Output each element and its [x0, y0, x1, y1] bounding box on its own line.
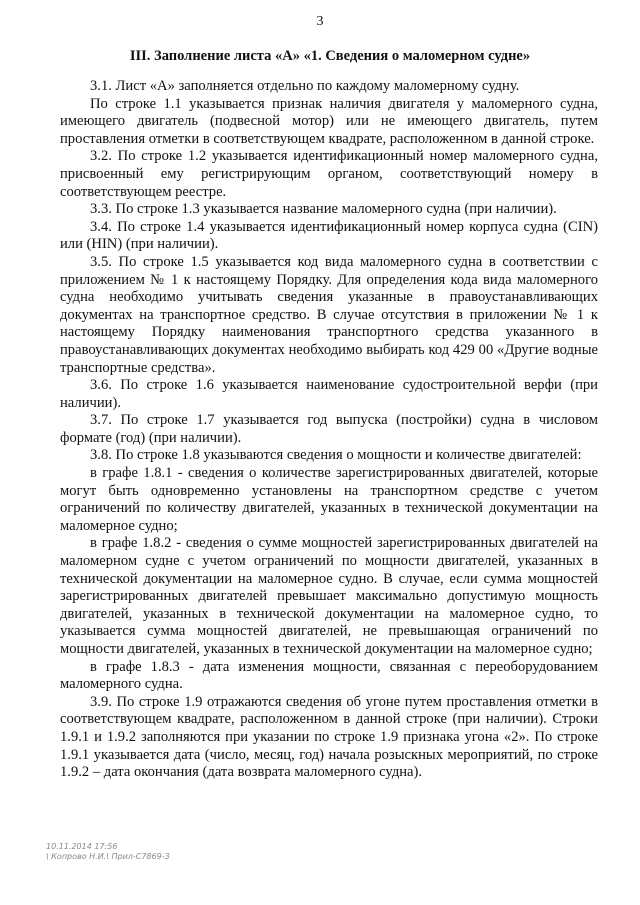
- paragraph-3-1: 3.1. Лист «А» заполняется отдельно по каждому маломерному судну.: [90, 78, 520, 94]
- page-number: 3: [316, 14, 324, 29]
- section-title: III. Заполнение листа «А» «1. Сведения о маломерном судне»: [129, 48, 531, 64]
- paragraph-3-7: 3.7. По строке 1.7 указывается год выпуска (постройки) судна в числовом формате (год) (при наличии).: [60, 412, 598, 446]
- paragraph-3-9: 3.9. По строке 1.9 отражаются сведения об угоне путем проставления отметки в соответствующем квадрате, расположенном в данной строке (при наличии). Строки 1.9.1 и 1.9.2 заполняются при указании по строке 1.9 признака угона «2». По строке 1.9.1 указывается дата (число, месяц, год) начала розыскных мероприятий, по строке 1.9.2 – дата окончания (дата возврата маломерного судна).: [60, 693, 598, 781]
- paragraph-3-4: 3.4. По строке 1.4 указывается идентификационный номер корпуса судна (CIN) или (HIN) (при наличии).: [60, 218, 598, 253]
- paragraph-3-5: 3.5. По строке 1.5 указывается код вида маломерного судна в соответствии с приложением № 1 к настоящему Порядку. Для определения кода вида маломерного судна необходимо учитывать сведения указанные в правоустанавливающих документах на транспортное средство. В случае отсутствия в приложении № 1 к настоящему Порядку наименования транспортного средства указанного в правоустанавливающих документах необходимо выбирать код 429 00 «Другие водные транспортные средства».: [60, 253, 598, 376]
- footer-file-reference: \ Копрово Н.И.\ Прил-С7869-3: [46, 852, 170, 861]
- paragraph-column-1-8-3: в графе 1.8.3 - дата изменения мощности, связанная с переоборудованием маломерного судна.: [60, 658, 598, 693]
- paragraph-line-1-1: По строке 1.1 указывается признак наличия двигателя у маломерного судна, имеющего двигатель (подвесной мотор) или не имеющего двигатель, путем проставления отметки в соответствующем квадрате, расположенном в данной строке.: [60, 95, 598, 147]
- paragraph-3-2: 3.2. По строке 1.2 указывается идентификационный номер маломерного судна, присвоенный ему регистрирующим органом, соответствующий номеру в соответствующем реестре.: [60, 148, 598, 200]
- paragraph-3-3: 3.3. По строке 1.3 указывается название маломерного судна (при наличии).: [90, 201, 557, 218]
- paragraph-column-1-8-1: в графе 1.8.1 - сведения о количестве зарегистрированных двигателей, которые могут быть одновременно установлены на транспортном средстве с учетом ограничений по количеству двигателей, указанных в технической документации на маломерное судно;: [60, 465, 598, 534]
- paragraph-3-6: 3.6. По строке 1.6 указывается наименование судостроительной верфи (при наличии).: [60, 377, 598, 411]
- footer-timestamp: 10.11.2014 17:56: [46, 842, 118, 851]
- paragraph-column-1-8-2: в графе 1.8.2 - сведения о сумме мощностей зарегистрированных двигателей на маломерном судне с учетом ограничений по мощности двигателей, указанных в технической документации на маломерное судно. В случае, если сумма мощностей зарегистрированных двигателей превышает максимально допустимую мощность двигателей, указанных в технической документации на маломерное судно, то указывается сумма мощностей двигателей, не превышающая ограничений по мощности двигателей, указанных в технической документации на маломерное судно;: [60, 535, 598, 657]
- footer-stamp: [46, 842, 170, 862]
- paragraph-3-8: 3.8. По строке 1.8 указываются сведения о мощности и количестве двигателей:: [90, 447, 582, 464]
- document-body: [60, 78, 598, 782]
